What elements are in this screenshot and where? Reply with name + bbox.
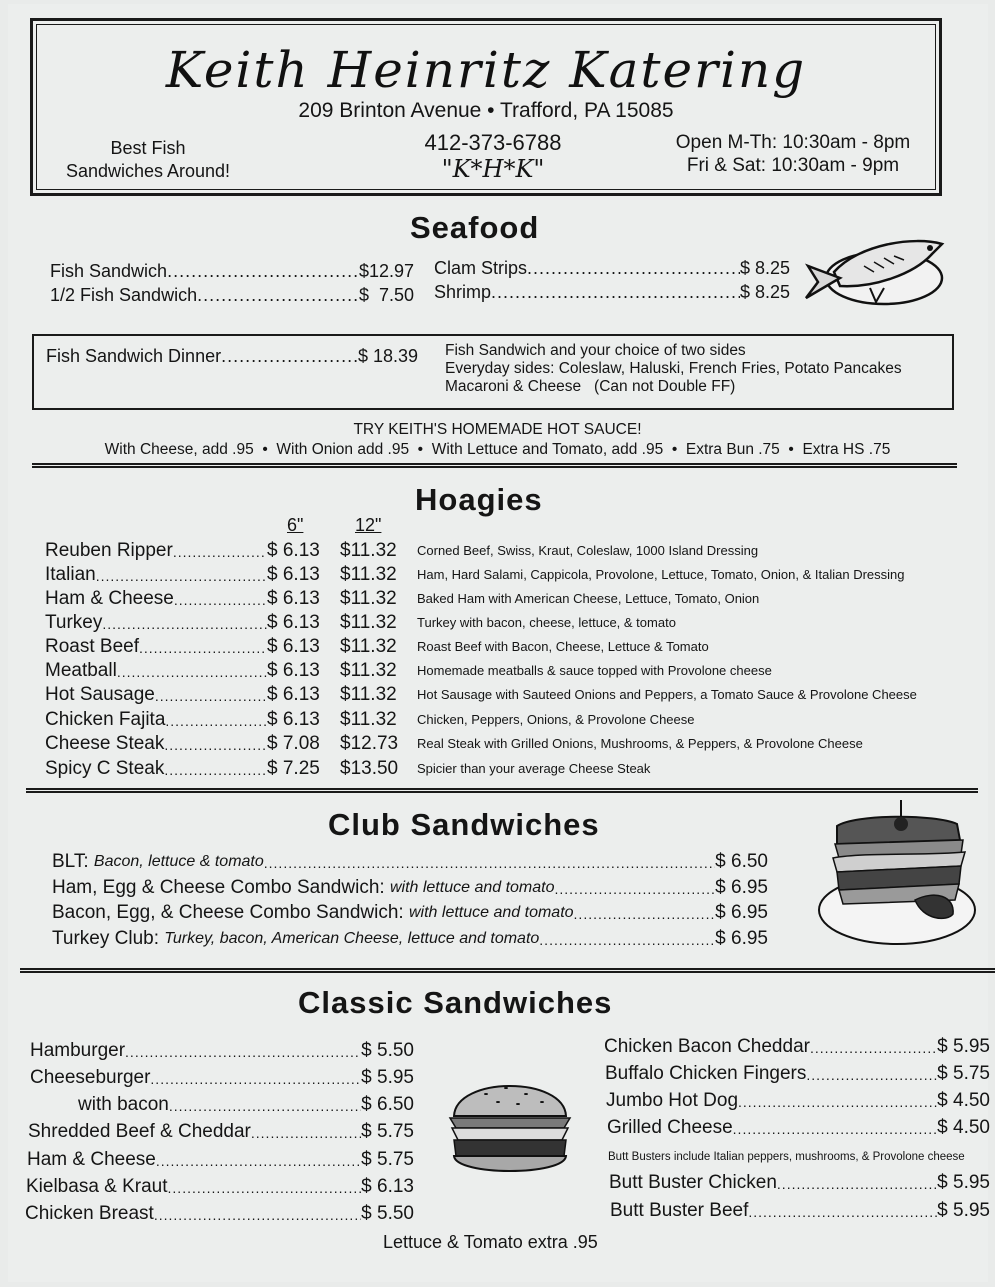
hoagie-name-wrap [45,588,267,612]
leader-dots [117,660,267,684]
classic-name: Chicken Breast [25,1203,154,1224]
classic-price: $ 5.75 [937,1063,990,1084]
phone-number: 412-373-6788 [424,130,562,155]
butt-buster-note: Butt Busters include Italian peppers, mushrooms, & Provolone cheese [608,1151,965,1163]
hoagie-name-wrap [45,733,267,757]
hoagies-title: Hoagies [415,482,543,517]
leader-dots [806,1063,937,1087]
hoagie-price-12: $11.32 [340,709,397,730]
leader-dots [169,1094,361,1118]
hoagie-price-12: $11.32 [340,540,397,561]
hoagie-name-wrap [45,709,267,733]
hoagie-name-wrap [45,540,267,564]
classic-price: $ 5.95 [937,1036,990,1057]
classic-left-row [27,1149,414,1173]
classic-right-row [606,1090,990,1114]
hoagie-price-12: $11.32 [340,612,397,633]
leader-dots [96,564,267,588]
hoagie-price-6: $ 6.13 [267,684,320,705]
hoagie-name-wrap [45,564,267,588]
classic-left-row [25,1203,414,1227]
leader-dots [748,1200,937,1224]
classic-title: Classic Sandwiches [298,985,613,1020]
section-divider [20,968,995,973]
dinner-desc-line: Everyday sides: Coleslaw, Haluski, French Fries, Potato Pancakes [445,360,902,377]
tagline [48,137,248,183]
hoagie-description: Turkey with bacon, cheese, lettuce, & tomato [417,615,676,630]
hoagie-price-6: $ 7.08 [267,733,320,754]
club-price: $ 6.95 [715,902,768,923]
classic-name: Butt Buster Beef [610,1200,749,1221]
hoagie-name: Chicken Fajita [45,709,166,730]
leader-dots [574,902,716,926]
classic-name: Jumbo Hot Dog [606,1090,739,1111]
leader-dots [168,1176,362,1200]
club-price: $ 6.95 [715,877,768,898]
hoagie-name-wrap [45,612,267,636]
hoagie-price-6: $ 6.13 [267,612,320,633]
hoagie-description: Ham, Hard Salami, Cappicola, Provolone, Lettuce, Tomato, Onion, & Italian Dressing [417,567,905,582]
leader-dots [154,1203,361,1227]
classic-left-row [78,1094,414,1118]
hours-block [663,131,923,177]
menu-item: Clam Strips ..... $ 8.25 [434,258,790,279]
hoagie-price-6: $ 6.13 [267,540,320,561]
hoagie-price-6: $ 6.13 [267,564,320,585]
hoagie-price-12: $12.73 [340,733,399,754]
header-box [30,18,942,196]
club-price: $ 6.50 [715,851,768,872]
hoagie-row [45,660,975,684]
leader-dots [164,733,267,757]
leader-dots [156,1149,361,1173]
classic-price: $ 5.95 [937,1172,990,1193]
leader-dots [733,1117,938,1141]
hoagie-name: Cheese Steak [45,733,165,754]
classic-price: $ 5.50 [361,1040,414,1061]
classic-left-row [26,1176,414,1200]
classic-price: $ 6.50 [361,1094,414,1115]
leader-dots [251,1121,361,1145]
hoagie-row [45,588,975,612]
hoagie-name-wrap [45,636,267,660]
leader-dots [125,1040,361,1064]
club-title: Club Sandwiches [328,807,600,842]
hoagie-price-6: $ 7.25 [267,758,320,779]
hoagie-price-12: $11.32 [340,588,397,609]
classic-left-row [30,1040,414,1064]
classic-right-row [609,1172,990,1196]
classic-name: Butt Buster Chicken [609,1172,777,1193]
hoagie-price-6: $ 6.13 [267,588,320,609]
hours-weekday: Open M-Th: 10:30am - 8pm [675,132,911,153]
club-description: Bacon, lettuce & tomato [93,853,264,870]
leader-dots [150,1067,361,1091]
classic-right-row [607,1117,990,1141]
hoagie-name-wrap [45,758,267,782]
tagline-line-1: Best Fish [110,138,186,158]
classic-name: Buffalo Chicken Fingers [605,1063,807,1084]
hoagie-price-12: $11.32 [340,564,397,585]
hoagie-row [45,564,975,588]
hoagie-description: Chicken, Peppers, Onions, & Provolone Cheese [417,712,695,727]
leader-dots [165,709,267,733]
addons-line: With Cheese, add .95 • With Onion add .95 • With Lettuce and Tomato, add .95 • Extra Bun .75 • Extra HS .75 [104,441,891,458]
classic-price: $ 5.50 [361,1203,414,1224]
fish-illustration-icon [804,226,952,320]
hoagie-price-12: $13.50 [340,758,399,779]
classic-price: $ 5.95 [361,1067,414,1088]
leader-dots [738,1090,937,1114]
club-row [52,851,768,875]
menu-item: 1/2 Fish Sandwich ..... $ 7.50 [50,285,414,306]
club-name: Turkey Club: [52,928,159,949]
lettuce-tomato-note: Lettuce & Tomato extra .95 [383,1232,598,1252]
hoagie-row [45,540,975,564]
classic-price: $ 6.13 [361,1176,414,1197]
hoagie-row [45,758,975,782]
hoagie-description: Real Steak with Grilled Onions, Mushrooms, & Peppers, & Provolone Cheese [417,736,863,751]
tagline-line-2: Sandwiches Around! [65,161,231,181]
club-description: with lettuce and tomato [409,904,574,921]
hoagie-description: Baked Ham with American Cheese, Lettuce, Tomato, Onion [417,591,760,606]
classic-price: $ 5.75 [361,1149,414,1170]
seafood-title: Seafood [410,210,540,245]
leader-dots [164,758,267,782]
hoagie-name: Turkey [45,612,103,633]
hoagie-price-12: $11.32 [340,660,397,681]
club-row [52,928,768,952]
club-name: BLT: [52,851,89,872]
leader-dots [539,928,715,952]
size-12-header: 12" [355,515,382,535]
hoagie-price-6: $ 6.13 [267,709,320,730]
classic-name: Chicken Bacon Cheddar [604,1036,810,1057]
phone-block [393,129,593,183]
signature: "K*H*K" [441,155,545,183]
club-name: Bacon, Egg, & Cheese Combo Sandwich: [52,902,404,923]
section-divider [26,788,978,793]
dinner-desc-line: Fish Sandwich and your choice of two sides [445,342,746,359]
leader-dots [555,877,716,901]
leader-dots [777,1172,937,1196]
classic-price: $ 5.95 [937,1200,990,1221]
hoagie-price-6: $ 6.13 [267,636,320,657]
classic-name: Shredded Beef & Cheddar [28,1121,251,1142]
hoagie-name: Reuben Ripper [45,540,173,561]
dinner-description [445,342,902,396]
leader-dots [155,684,267,708]
hoagie-description: Hot Sausage with Sauteed Onions and Peppers, a Tomato Sauce & Provolone Cheese [417,687,917,702]
hot-sauce-note [0,420,995,460]
hoagie-name: Hot Sausage [45,684,155,705]
leader-dots [102,612,267,636]
classic-name: Cheeseburger [30,1067,151,1088]
classic-price: $ 4.50 [937,1117,990,1138]
classic-name: Kielbasa & Kraut [26,1176,168,1197]
club-price: $ 6.95 [715,928,768,949]
hoagie-description: Corned Beef, Swiss, Kraut, Coleslaw, 1000 Island Dressing [417,543,759,558]
hoagie-name-wrap [45,684,267,708]
leader-dots [264,851,715,875]
hoagie-row [45,636,975,660]
hoagie-row [45,684,975,708]
address: 209 Brinton Avenue • Trafford, PA 15085 [298,99,674,122]
classic-name: with bacon [78,1094,169,1115]
hoagie-name: Meatball [45,660,117,681]
classic-right-row [604,1036,990,1060]
classic-left-row [30,1067,414,1091]
classic-name: Grilled Cheese [607,1117,733,1138]
hoagie-description: Homemade meatballs & sauce topped with Provolone cheese [417,663,772,678]
hoagie-price-12: $11.32 [340,684,397,705]
classic-right-row [610,1200,990,1224]
classic-price: $ 5.75 [361,1121,414,1142]
classic-price: $ 4.50 [937,1090,990,1111]
section-divider [32,463,957,468]
hot-sauce-headline: TRY KEITH'S HOMEMADE HOT SAUCE! [353,421,642,438]
club-description: Turkey, bacon, American Cheese, lettuce and tomato [164,930,540,947]
brand-name: Keith Heinritz Katering [165,41,807,99]
leader-dots [139,636,267,660]
menu-item: Fish Sandwich ..... $12.97 [50,261,414,282]
hours-weekend: Fri & Sat: 10:30am - 9pm [686,155,900,176]
hoagie-name: Roast Beef [45,636,139,657]
classic-name: Hamburger [30,1040,126,1061]
hoagie-name: Spicy C Steak [45,758,165,779]
hoagie-row [45,612,975,636]
classic-left-row [28,1121,414,1145]
hoagie-price-6: $ 6.13 [267,660,320,681]
club-description: with lettuce and tomato [389,879,555,896]
hoagie-row [45,733,975,757]
hamburger-icon [446,1068,574,1184]
club-sandwich-icon [815,800,977,955]
size-6-header: 6" [287,515,304,535]
club-row [52,902,768,926]
leader-dots [174,588,267,612]
hoagie-row [45,709,975,733]
dinner-item: Fish Sandwich Dinner ..... $ 18.39 [46,346,418,367]
hoagie-description: Spicier than your average Cheese Steak [417,761,651,776]
menu-item: Shrimp ..... $ 8.25 [434,282,790,303]
classic-right-row [605,1063,990,1087]
hoagie-description: Roast Beef with Bacon, Cheese, Lettuce & Tomato [417,639,709,654]
hoagie-name: Ham & Cheese [45,588,174,609]
club-name: Ham, Egg & Cheese Combo Sandwich: [52,877,385,898]
dinner-desc-line: Macaroni & Cheese (Can not Double FF) [445,378,736,395]
hoagie-name: Italian [45,564,96,585]
leader-dots [173,540,267,564]
leader-dots [810,1036,937,1060]
classic-name: Ham & Cheese [27,1149,156,1170]
hoagie-price-12: $11.32 [340,636,397,657]
hoagie-name-wrap [45,660,267,684]
club-row [52,877,768,901]
